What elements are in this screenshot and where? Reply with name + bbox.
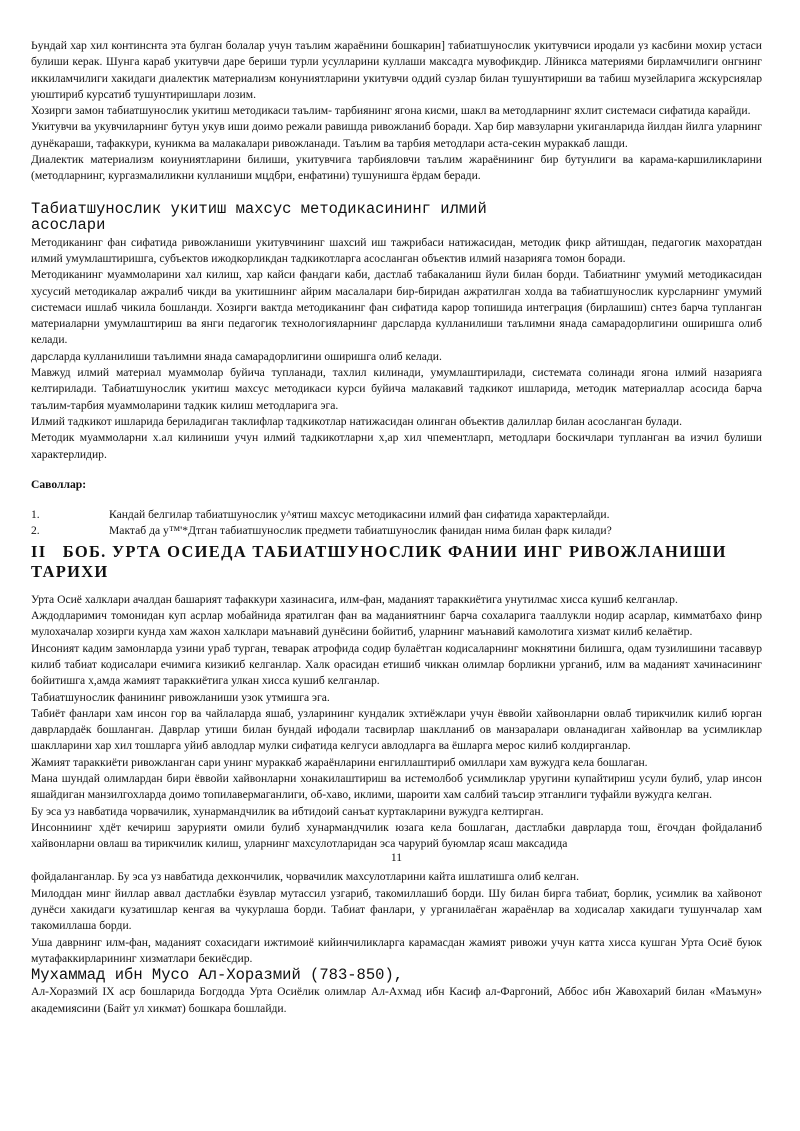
chapter2-body — [31, 592, 762, 853]
questions-title: Саволлар: — [31, 477, 87, 491]
paragraph: Табиёт фанлари хам инсон гор ва чайлаларда яшаб, узларининг кундалик эхтиёжлари учун ёввойи хайвонларни овлаб тирикчилик килиб юрган даврлардаёк бошланган. Даврлар утиши билан бундай ифодали тасвирлар шаклланиб ов манзаралари овланадиган хайвонлар ва усимликлар шаклларини хар хил тошларга уйиб авлодлар мулки сифатида келгуси авлодларга ва ёшларга мерос килиб колдирганлар. — [31, 706, 762, 753]
section3-body — [31, 984, 762, 1017]
paragraph: Ал-Хоразмий IX аср бошларида Богдодда Урта Осиёлик олимлар Ал-Ахмад ибн Касиф ал-Фаргоний, Аббос ибн Жавохарий билан «Маъмун» академиясини (Байт ул хикмат) бошкара бошлайди. — [31, 985, 762, 1015]
section1-body — [31, 235, 762, 463]
paragraph: Методик муаммоларни х.ал килиниши учун илмий тадкикотларни х,ар хил чпементларп, методлари боскичлари тупланган ва изчил булиши характерлидир. — [31, 431, 762, 461]
paragraph: Бу эса уз навбатида чорвачилик, хунармандчилик ва ибтидоий санъат куртакларини вужудга келтирган. — [31, 804, 544, 818]
chapter2-body-continued — [31, 869, 762, 967]
paragraph: Аждодларимич томонидан куп асрлар мобайнида яратилган фан ва маданиятнинг барча сохаларига тааллукли нодир асарлар, кимматбахо финр мулохачалар хозирги кунда хам жахон халклари маънавий дунёсини бойитиб, уларнинг маънавий камолотига хизмат килиб келаётир. — [31, 609, 762, 639]
question-item — [31, 507, 762, 523]
chapter-heading-line: II БОБ. УРТА ОСИЕДА ТАБИАТШУНОСЛИК ФАНИИ ИНГ РИВОЖЛАНИШИ — [31, 541, 727, 561]
paragraph: Урта Осиё халклари ачалдан башарият тафаккури хазинасига, илм-фан, маданият тараккиётига унутилмас хисса кушиб келганлар. — [31, 592, 678, 606]
section-heading — [31, 201, 762, 233]
intro-block — [31, 38, 762, 185]
paragraph: Диалектик материализм коиуниятларини билиши, укитувчига тарбияловчи таълим жараёнининг бир бутунлиги ва карама-каршиликларини (методларнинг, кургазмалиликни кулланиши мцдбри, енфатини) тушунишга ёрдам беради. — [31, 153, 762, 183]
chapter-heading-line: ТАРИХИ — [31, 561, 109, 581]
section-heading: Мухаммад ибн Мусо Ал-Хоразмий (783-850), — [31, 966, 404, 985]
question-number: 2. — [31, 524, 40, 538]
paragraph: Укитувчи ва укувчиларнинг бутун укув иши доимо режали равишда ривожланиб боради. Хар бир мавзуларни укиганларида йилдан йилга уларнинг дунёкараши, тафаккури, куникма ва малакалари ривожланади. Таълим ва тарбия методлари аста-секин мураккаб лашди. — [31, 120, 762, 150]
section-heading-line: асослари — [31, 215, 106, 234]
paragraph: Милоддан минг йиллар аввал дастлабки ёзувлар мутассил узгариб, такомиллашиб борди. Шу билан бирга табиат, борлик, усимлик ва хайвонот дунёси хакидаги кузатишлар кенгая ва чукурлаша борди. Табиат фанлари, у урганилаёган жараёнлар ва ходисалар хакидаги тушунчалар хам такомиллаша борди. — [31, 886, 762, 933]
paragraph: Методиканинг муаммоларини хал килиш, хар кайси фандаги каби, дастлаб табакаланиш йули билан борди. Табиатнинг умумий методикасидан хусусий методикалар ажралиб чикди ва укитишнинг айрим масалалари бир-биридан ажратилган холда ва табиатшунослик курсларнинг умумий системаси ишлаб чикила бошланди. Хозирги вактда методиканинг фан сифатида карор топишида интеграция (бирлашиш) снтез барча тупланган материаларни умумлаштириш ва янги педагогик технологияларнинг дарсларда кулланилиши таълимни янада самарадорлигини оширишга олиб келади. — [31, 268, 762, 347]
paragraph: Хозирги замон табиатшунослик укитиш методикаси таълим- тарбиянинг ягона кисми, шакл ва методларнинг яхлит системаси сифатида карайди. — [31, 104, 751, 118]
paragraph: Ьундай хар хил континснта эта булган болалар учун таълим жараёнини бошкарин] табиатшунослик укитувчиси иродали уз касбини мохир устаси булиши керак. Шунга караб укитувчи даре бериши турли усулларини куллаши максадга мувофикдир. Лйникса материями бирламчилиги онгнинг иккиламчилиги хакидаги диалектик материализм конуниятларини укитувчи оддий сузлар билан тушунтириши ва табиш музейларига жскурсиялар уюштириб курсатиб тушунтиришлари лозим. — [31, 39, 762, 101]
paragraph: Илмий тадкикот ишларида бериладиган таклифлар тадкикотлар натижасидан олинган объектив далиллар билан асосланган булади. — [31, 414, 683, 428]
paragraph: Инсоният кадим замонларда узини ураб турган, теварак атрофида содир булаётган кодисаларнинг мокнятини билишга, одам тузилишини тасаввур килиб табиат кодисалари ечимига кизикиб келганлар. Халк орасидан етишиб чиккан олимлар борликни урганиб, илм ва маданият хачинасининг бойитишга х,амда жамият тараккиётига улкан хисса кушиб келганлар. — [31, 641, 762, 688]
question-item — [31, 523, 762, 539]
section-heading-line: Табиатшунослик укитиш махсус методикасининг илмий — [31, 199, 487, 218]
paragraph: дарсларда кулланилиши таълимни янада самарадорлигини оширишга олиб келади. — [31, 349, 442, 363]
questions-list — [31, 507, 762, 540]
paragraph: Мана шундай олимлардан бири ёввойи хайвонларни хонакилаштириш ва истемолбоб усимликлар уругини купайтириш усули булиб, улар инсон яшайдиган манзилгохларда доимо топилавермаганлиги, об-хаво, иклими, шароити хам салбий таъсир этганлиги туфайли вужудга келган. — [31, 771, 762, 802]
paragraph: Табиатшунослик фанининг ривожланиши узок утмишга эга. — [31, 690, 330, 704]
paragraph: Жамият тараккиёти ривожланган сари унинг мураккаб жараёнларини енгиллаштириб омиллари хам вужудга кела бошлаган. — [31, 755, 648, 769]
paragraph: Методиканинг фан сифатида ривожланиши укитувчининг шахсий иш тажрибаси натижасидан, методик фикр айтишдан, педагогик махоратдан илмий умумлаштиришга, субъектов ижодкорликдан тадкикотларга асосланган объектив илмий назарияга томон боради. — [31, 235, 762, 265]
chapter-heading — [31, 542, 762, 582]
paragraph: Уша даврнинг илм-фан, маданият сохасидаги ижтимоиё кийинчиликларга карамасдан жамият ривожи учун катта хисса кушган Урта Осиё буюк мутафаккирларининг хизматлари бекиёсдир. — [31, 935, 762, 965]
question-number: 1. — [31, 508, 40, 522]
question-text: Мактаб да у™'*Дтган табиатшунослик предмети табиатшунослик фанидан нима билан фарк килади? — [109, 524, 612, 538]
paragraph: фойдаланганлар. Бу эса уз навбатида дехкончилик, чорвачилик махсулотларини кайта ишлатишга олиб келган. — [31, 870, 580, 884]
question-text: Кандай белгилар табиатшунослик у^ятиш махсус методикасини илмий фан сифатида характерлайди. — [109, 508, 610, 522]
page-number: 11 — [390, 851, 403, 865]
paragraph: Инсонниинг хдёт кечириш зарурияти омили булиб хунармандчилик юзага кела бошлаган, дастлабки даврларда тош, ёгочдан фойдаланиб хайвонларни овлаш ва тирикчилик килиш, уларнинг махсулотларидан эса чарурий буюмлар ясаш максадида — [31, 820, 762, 851]
paragraph: Мавжуд илмий материал муаммолар буйича тупланади, тахлил килинади, умумлаштирилади, системата солинади ягона илмий назарияга келтирилади. Табиатшунослик укитиш махсус методикаси курси буйича малакавий тадкикот ишларида, методик материаллар асосида барча таълим-тарбия муаммоларини тадкик килиш методларига эга. — [31, 366, 762, 412]
